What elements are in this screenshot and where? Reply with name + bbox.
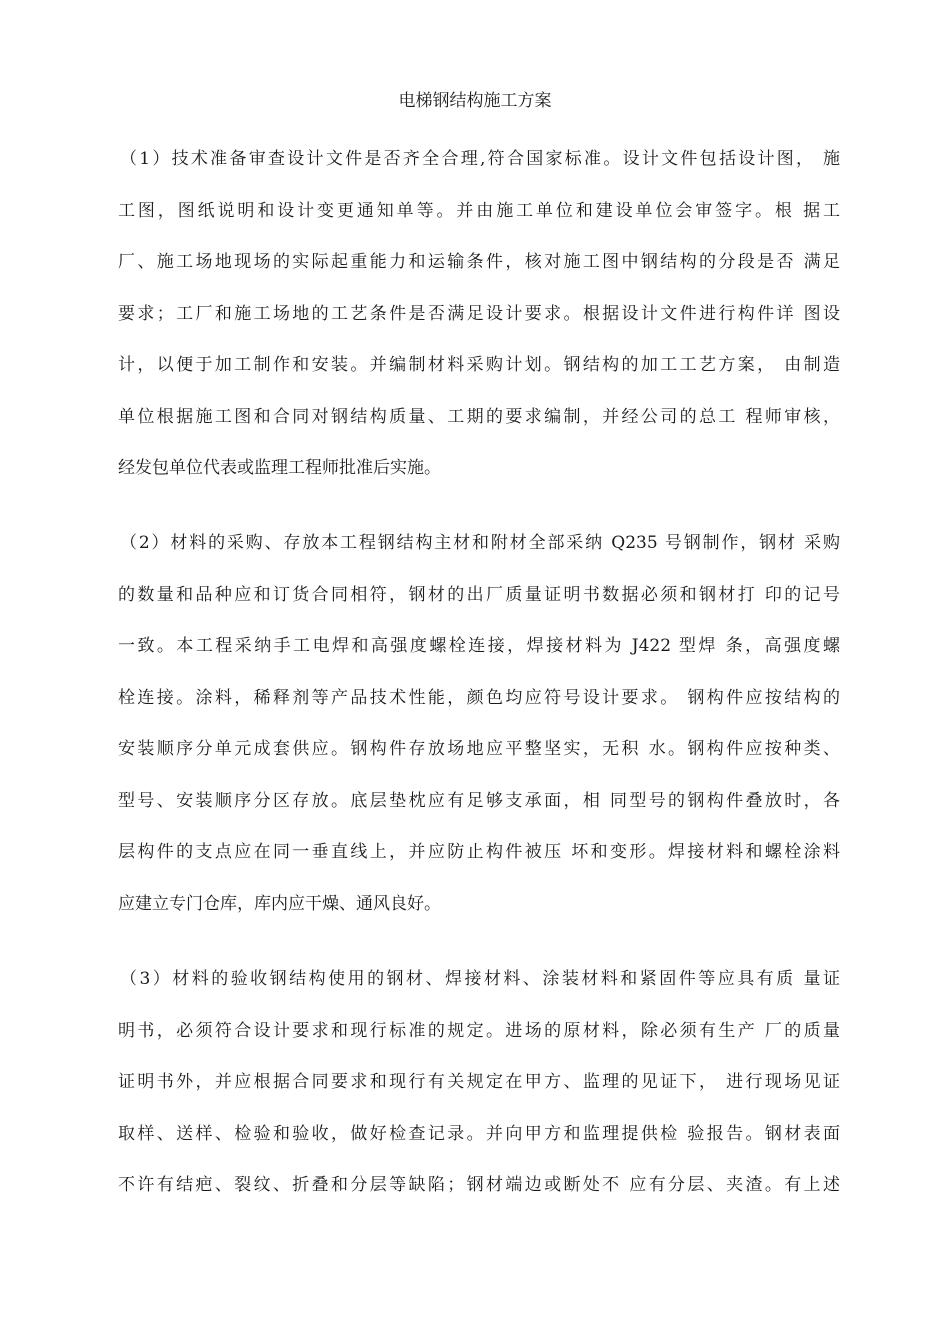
paragraph-line: 应建立专门仓库，库内应干燥、通风良好。 — [118, 893, 441, 914]
paragraph-line: 厂、施工场地现场的实际起重能力和运输条件，核对施工图中钢结构的分段是否 满足 — [118, 252, 840, 272]
paragraph-1 — [118, 134, 840, 495]
paragraph-line: 一致。本工程采纳手工电焊和高强度螺栓连接，焊接材料为 J422 型焊 条，高强度螺 — [118, 636, 840, 656]
paragraph-line: （1）技术准备审查设计文件是否齐全合理,符合国家标准。设计文件包括设计图， 施 — [120, 149, 840, 169]
paragraph-line: 的数量和品种应和订货合同相符，钢材的出厂质量证明书数据必须和钢材打 印的记号 — [118, 584, 840, 605]
paragraph-line: 证明书外，并应根据合同要求和现行有关规定在甲方、监理的见证下， 进行现场见证 — [118, 1072, 840, 1092]
paragraph-2 — [118, 518, 840, 930]
paragraph-line: 取样、送样、检验和验收，做好检查记录。并向甲方和监理提供检 验报告。钢材表面 — [118, 1123, 840, 1144]
paragraph-line: 安装顺序分单元成套供应。钢构件存放场地应平整坚实，无积 水。钢构件应按种类、 — [118, 739, 840, 759]
paragraph-line: 型号、安装顺序分区存放。底层垫枕应有足够支承面，相 同型号的钢构件叠放时，各 — [118, 790, 840, 811]
paragraph-line: 工图，图纸说明和设计变更通知单等。并由施工单位和建设单位会审签字。根 据工 — [118, 200, 840, 221]
paragraph-3 — [118, 954, 840, 1212]
paragraph-line: 要求；工厂和施工场地的工艺条件是否满足设计要求。根据设计文件进行构件详 图设 — [118, 303, 840, 324]
paragraph-line: 层构件的支点应在同一垂直线上，并应防止构件被压 坏和变形。焊接材料和螺栓涂料 — [118, 842, 840, 862]
paragraph-line: 经发包单位代表或监理工程师批准后实施。 — [118, 458, 441, 478]
paragraph-line: （3）材料的验收钢结构使用的钢材、焊接材料、涂装材料和紧固件等应具有质 量证 — [120, 969, 840, 989]
paragraph-line: 单位根据施工图和合同对钢结构质量、工期的要求编制，并经公司的总工 程师审核， — [118, 406, 840, 427]
paragraph-line: 不许有结疤、裂纹、折叠和分层等缺陷；钢材端边或断处不 应有分层、夹渣。有上述 — [118, 1175, 840, 1195]
paragraph-line: 计，以便于加工制作和安装。并编制材料采购计划。钢结构的加工工艺方案， 由制造 — [118, 355, 840, 375]
paragraph-line: 栓连接。涂料，稀释剂等产品技术性能，颜色均应符号设计要求。 钢构件应按结构的 — [118, 687, 840, 708]
paragraph-line: 明书，必须符合设计要求和现行标准的规定。进场的原材料，除必须有生产 厂的质量 — [118, 1020, 840, 1041]
paragraph-line: （2）材料的采购、存放本工程钢结构主材和附材全部采纳 Q235 号钢制作，钢材 采购 — [120, 533, 840, 553]
document-title: 电梯钢结构施工方案 — [398, 91, 552, 111]
